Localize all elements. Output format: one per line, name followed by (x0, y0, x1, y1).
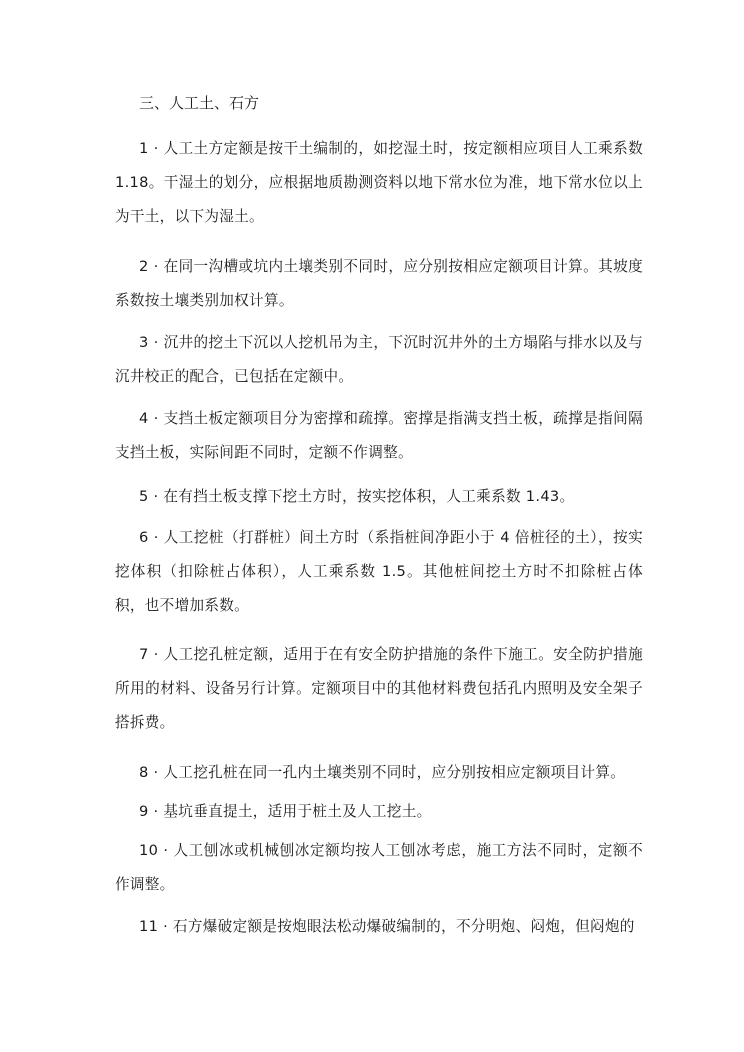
section-heading: 三、人工土、石方 (139, 94, 260, 112)
paragraph-2: 2 · 在同一沟槽或坑内土壤类别不同时，应分别按相应定额项目计算。其坡度系数按土壤类别加权计算。 (115, 258, 643, 309)
paragraph-4: 4 · 支挡土板定额项目分为密撑和疏撑。密撑是指满支挡土板，疏撑是指间隔支挡土板，实际间距不同时，定额不作调整。 (115, 410, 643, 461)
paragraph-6: 6 · 人工挖桩（打群桩）间土方时（系指桩间净距小于 4 倍桩径的土），按实挖体积（扣除桩占体积），人工乘系数 1.5。其他桩间挖土方时不扣除桩占体积，也不增加系数。 (115, 529, 643, 614)
paragraph-8: 8 · 人工挖孔桩在同一孔内土壤类别不同时，应分别按相应定额项目计算。 (139, 764, 626, 781)
paragraph-5: 5 · 在有挡土板支撑下挖土方时，按实挖体积，人工乘系数 1.43。 (139, 488, 575, 505)
paragraph-10: 10 · 人工刨冰或机械刨冰定额均按人工刨冰考虑，施工方法不同时，定额不作调整。 (115, 842, 643, 893)
paragraph-7: 7 · 人工挖孔桩定额，适用于在有安全防护措施的条件下施工。安全防护措施所用的材料、设备另行计算。定额项目中的其他材料费包括孔内照明及安全架子搭拆费。 (115, 646, 643, 731)
paragraph-3: 3 · 沉井的挖土下沉以人挖机吊为主，下沉时沉井外的土方塌陷与排水以及与沉井校正的配合，已包括在定额中。 (115, 334, 643, 385)
paragraph-1: 1 · 人工土方定额是按干土编制的，如挖湿土时，按定额相应项目人工乘系数 1.18。干湿土的划分，应根据地质勘测资料以地下常水位为准，地下常水位以上为干土，以下为湿土。 (115, 140, 643, 225)
paragraph-11: 11 · 石方爆破定额是按炮眼法松动爆破编制的，不分明炮、闷炮，但闷炮的 (139, 918, 635, 935)
paragraph-9: 9 · 基坑垂直提土，适用于桩土及人工挖土。 (139, 803, 432, 820)
